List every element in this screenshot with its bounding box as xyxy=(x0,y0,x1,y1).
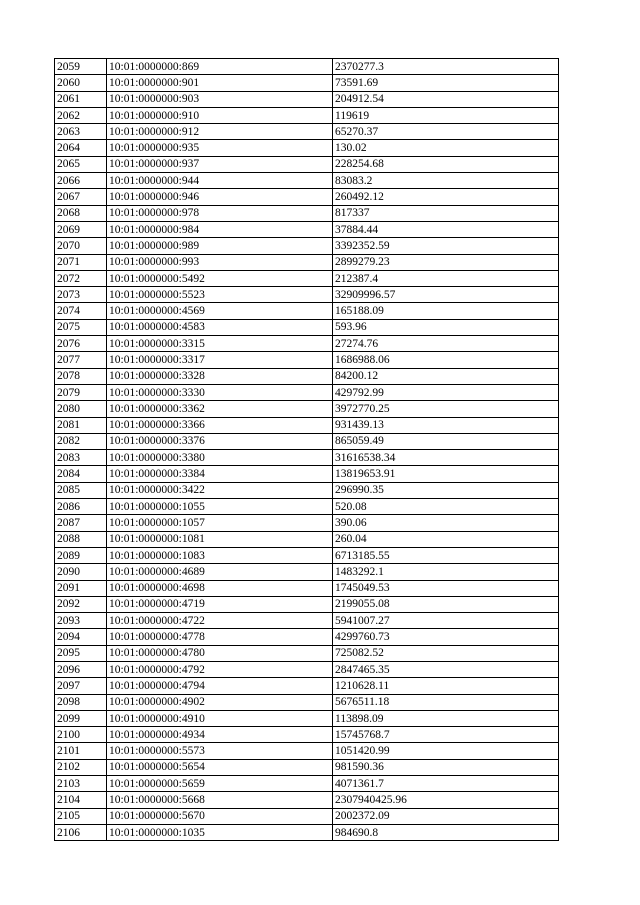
table-row xyxy=(55,156,559,172)
value-cell: 3972770.25 xyxy=(333,401,559,417)
cadastral-number-cell: 10:01:0000000:3330 xyxy=(107,384,333,400)
row-number-cell: 2087 xyxy=(55,515,107,531)
table-row xyxy=(55,596,559,612)
table-row xyxy=(55,776,559,792)
row-number-cell: 2079 xyxy=(55,384,107,400)
value-cell: 32909996.57 xyxy=(333,287,559,303)
row-number-cell: 2060 xyxy=(55,75,107,91)
table-row xyxy=(55,661,559,677)
cadastral-number-cell: 10:01:0000000:4689 xyxy=(107,564,333,580)
value-cell: 260.04 xyxy=(333,531,559,547)
cadastral-number-cell: 10:01:0000000:5659 xyxy=(107,776,333,792)
cadastral-number-cell: 10:01:0000000:4698 xyxy=(107,580,333,596)
table-row xyxy=(55,759,559,775)
cadastral-number-cell: 10:01:0000000:5523 xyxy=(107,287,333,303)
value-cell: 2307940425.96 xyxy=(333,792,559,808)
row-number-cell: 2091 xyxy=(55,580,107,596)
table-row xyxy=(55,221,559,237)
cadastral-number-cell: 10:01:0000000:4583 xyxy=(107,319,333,335)
cadastral-number-cell: 10:01:0000000:3328 xyxy=(107,368,333,384)
value-cell: 1051420.99 xyxy=(333,743,559,759)
row-number-cell: 2086 xyxy=(55,499,107,515)
cadastral-number-cell: 10:01:0000000:1083 xyxy=(107,547,333,563)
cadastral-number-cell: 10:01:0000000:1057 xyxy=(107,515,333,531)
table-row xyxy=(55,401,559,417)
cadastral-number-cell: 10:01:0000000:937 xyxy=(107,156,333,172)
cadastral-number-cell: 10:01:0000000:4780 xyxy=(107,645,333,661)
value-cell: 13819653.91 xyxy=(333,466,559,482)
cadastral-number-cell: 10:01:0000000:910 xyxy=(107,107,333,123)
value-cell: 1745049.53 xyxy=(333,580,559,596)
row-number-cell: 2084 xyxy=(55,466,107,482)
cadastral-number-cell: 10:01:0000000:3422 xyxy=(107,482,333,498)
row-number-cell: 2083 xyxy=(55,450,107,466)
cadastral-number-cell: 10:01:0000000:978 xyxy=(107,205,333,221)
table-row xyxy=(55,303,559,319)
row-number-cell: 2085 xyxy=(55,482,107,498)
value-cell: 817337 xyxy=(333,205,559,221)
table-row xyxy=(55,743,559,759)
value-cell: 228254.68 xyxy=(333,156,559,172)
row-number-cell: 2066 xyxy=(55,173,107,189)
row-number-cell: 2059 xyxy=(55,59,107,75)
table-row xyxy=(55,433,559,449)
cadastral-number-cell: 10:01:0000000:912 xyxy=(107,124,333,140)
value-cell: 2370277.3 xyxy=(333,59,559,75)
value-cell: 2002372.09 xyxy=(333,808,559,824)
cadastral-number-cell: 10:01:0000000:5668 xyxy=(107,792,333,808)
table-row xyxy=(55,91,559,107)
table-row xyxy=(55,613,559,629)
cadastral-number-cell: 10:01:0000000:4794 xyxy=(107,678,333,694)
row-number-cell: 2106 xyxy=(55,824,107,840)
row-number-cell: 2073 xyxy=(55,287,107,303)
value-cell: 2199055.08 xyxy=(333,596,559,612)
table-row xyxy=(55,124,559,140)
row-number-cell: 2074 xyxy=(55,303,107,319)
cadastral-number-cell: 10:01:0000000:3315 xyxy=(107,336,333,352)
table-row xyxy=(55,499,559,515)
value-cell: 165188.09 xyxy=(333,303,559,319)
table-row xyxy=(55,107,559,123)
table-row xyxy=(55,238,559,254)
table-row xyxy=(55,75,559,91)
cadastral-number-cell: 10:01:0000000:1055 xyxy=(107,499,333,515)
row-number-cell: 2092 xyxy=(55,596,107,612)
row-number-cell: 2080 xyxy=(55,401,107,417)
cadastral-number-cell: 10:01:0000000:4792 xyxy=(107,661,333,677)
value-cell: 2847465.35 xyxy=(333,661,559,677)
value-cell: 984690.8 xyxy=(333,824,559,840)
row-number-cell: 2089 xyxy=(55,547,107,563)
value-cell: 981590.36 xyxy=(333,759,559,775)
row-number-cell: 2063 xyxy=(55,124,107,140)
value-cell: 865059.49 xyxy=(333,433,559,449)
row-number-cell: 2095 xyxy=(55,645,107,661)
value-cell: 37884.44 xyxy=(333,221,559,237)
cadastral-number-cell: 10:01:0000000:5670 xyxy=(107,808,333,824)
value-cell: 65270.37 xyxy=(333,124,559,140)
table-row xyxy=(55,515,559,531)
table-body xyxy=(55,59,559,841)
table-row xyxy=(55,482,559,498)
cadastral-number-cell: 10:01:0000000:3362 xyxy=(107,401,333,417)
row-number-cell: 2069 xyxy=(55,221,107,237)
cadastral-number-cell: 10:01:0000000:4902 xyxy=(107,694,333,710)
value-cell: 429792.99 xyxy=(333,384,559,400)
table-row xyxy=(55,547,559,563)
table-row xyxy=(55,727,559,743)
row-number-cell: 2102 xyxy=(55,759,107,775)
table-row xyxy=(55,287,559,303)
value-cell: 6713185.55 xyxy=(333,547,559,563)
table-row xyxy=(55,580,559,596)
cadastral-number-cell: 10:01:0000000:989 xyxy=(107,238,333,254)
cadastral-number-cell: 10:01:0000000:1081 xyxy=(107,531,333,547)
value-cell: 204912.54 xyxy=(333,91,559,107)
row-number-cell: 2096 xyxy=(55,661,107,677)
row-number-cell: 2093 xyxy=(55,613,107,629)
cadastral-number-cell: 10:01:0000000:3317 xyxy=(107,352,333,368)
value-cell: 520.08 xyxy=(333,499,559,515)
cadastral-table xyxy=(54,58,559,841)
table-row xyxy=(55,59,559,75)
cadastral-number-cell: 10:01:0000000:3380 xyxy=(107,450,333,466)
value-cell: 3392352.59 xyxy=(333,238,559,254)
table-row xyxy=(55,564,559,580)
table-row xyxy=(55,417,559,433)
row-number-cell: 2071 xyxy=(55,254,107,270)
value-cell: 4071361.7 xyxy=(333,776,559,792)
cadastral-number-cell: 10:01:0000000:935 xyxy=(107,140,333,156)
cadastral-number-cell: 10:01:0000000:3384 xyxy=(107,466,333,482)
value-cell: 1686988.06 xyxy=(333,352,559,368)
table-row xyxy=(55,384,559,400)
cadastral-number-cell: 10:01:0000000:4934 xyxy=(107,727,333,743)
row-number-cell: 2081 xyxy=(55,417,107,433)
table-row xyxy=(55,466,559,482)
row-number-cell: 2070 xyxy=(55,238,107,254)
row-number-cell: 2082 xyxy=(55,433,107,449)
cadastral-number-cell: 10:01:0000000:984 xyxy=(107,221,333,237)
table-row xyxy=(55,336,559,352)
row-number-cell: 2064 xyxy=(55,140,107,156)
cadastral-number-cell: 10:01:0000000:1035 xyxy=(107,824,333,840)
row-number-cell: 2099 xyxy=(55,710,107,726)
cadastral-number-cell: 10:01:0000000:5573 xyxy=(107,743,333,759)
cadastral-number-cell: 10:01:0000000:4910 xyxy=(107,710,333,726)
cadastral-number-cell: 10:01:0000000:946 xyxy=(107,189,333,205)
row-number-cell: 2101 xyxy=(55,743,107,759)
value-cell: 212387.4 xyxy=(333,270,559,286)
value-cell: 5941007.27 xyxy=(333,613,559,629)
value-cell: 113898.09 xyxy=(333,710,559,726)
value-cell: 1210628.11 xyxy=(333,678,559,694)
table-row xyxy=(55,450,559,466)
table-row xyxy=(55,368,559,384)
cadastral-number-cell: 10:01:0000000:903 xyxy=(107,91,333,107)
value-cell: 390.06 xyxy=(333,515,559,531)
value-cell: 931439.13 xyxy=(333,417,559,433)
value-cell: 84200.12 xyxy=(333,368,559,384)
value-cell: 593.96 xyxy=(333,319,559,335)
table-row xyxy=(55,352,559,368)
table-row xyxy=(55,140,559,156)
value-cell: 296990.35 xyxy=(333,482,559,498)
cadastral-number-cell: 10:01:0000000:3366 xyxy=(107,417,333,433)
row-number-cell: 2105 xyxy=(55,808,107,824)
value-cell: 15745768.7 xyxy=(333,727,559,743)
table-row xyxy=(55,270,559,286)
value-cell: 31616538.34 xyxy=(333,450,559,466)
row-number-cell: 2077 xyxy=(55,352,107,368)
table-row xyxy=(55,531,559,547)
row-number-cell: 2062 xyxy=(55,107,107,123)
value-cell: 260492.12 xyxy=(333,189,559,205)
table-row xyxy=(55,694,559,710)
table-row xyxy=(55,319,559,335)
row-number-cell: 2072 xyxy=(55,270,107,286)
value-cell: 27274.76 xyxy=(333,336,559,352)
row-number-cell: 2090 xyxy=(55,564,107,580)
value-cell: 1483292.1 xyxy=(333,564,559,580)
row-number-cell: 2097 xyxy=(55,678,107,694)
table-row xyxy=(55,173,559,189)
cadastral-number-cell: 10:01:0000000:5654 xyxy=(107,759,333,775)
cadastral-number-cell: 10:01:0000000:869 xyxy=(107,59,333,75)
cadastral-number-cell: 10:01:0000000:901 xyxy=(107,75,333,91)
value-cell: 725082.52 xyxy=(333,645,559,661)
row-number-cell: 2104 xyxy=(55,792,107,808)
row-number-cell: 2098 xyxy=(55,694,107,710)
row-number-cell: 2100 xyxy=(55,727,107,743)
row-number-cell: 2075 xyxy=(55,319,107,335)
row-number-cell: 2094 xyxy=(55,629,107,645)
cadastral-number-cell: 10:01:0000000:4569 xyxy=(107,303,333,319)
row-number-cell: 2065 xyxy=(55,156,107,172)
cadastral-number-cell: 10:01:0000000:4722 xyxy=(107,613,333,629)
row-number-cell: 2068 xyxy=(55,205,107,221)
table-row xyxy=(55,710,559,726)
table-row xyxy=(55,205,559,221)
cadastral-number-cell: 10:01:0000000:993 xyxy=(107,254,333,270)
table-row xyxy=(55,678,559,694)
row-number-cell: 2088 xyxy=(55,531,107,547)
table-row xyxy=(55,792,559,808)
table-row xyxy=(55,629,559,645)
value-cell: 2899279.23 xyxy=(333,254,559,270)
value-cell: 5676511.18 xyxy=(333,694,559,710)
row-number-cell: 2078 xyxy=(55,368,107,384)
table-row xyxy=(55,189,559,205)
table-row xyxy=(55,824,559,840)
cadastral-number-cell: 10:01:0000000:3376 xyxy=(107,433,333,449)
row-number-cell: 2076 xyxy=(55,336,107,352)
cadastral-number-cell: 10:01:0000000:4719 xyxy=(107,596,333,612)
table-row xyxy=(55,254,559,270)
value-cell: 73591.69 xyxy=(333,75,559,91)
row-number-cell: 2103 xyxy=(55,776,107,792)
cadastral-number-cell: 10:01:0000000:944 xyxy=(107,173,333,189)
value-cell: 130.02 xyxy=(333,140,559,156)
value-cell: 119619 xyxy=(333,107,559,123)
cadastral-number-cell: 10:01:0000000:4778 xyxy=(107,629,333,645)
value-cell: 4299760.73 xyxy=(333,629,559,645)
row-number-cell: 2067 xyxy=(55,189,107,205)
row-number-cell: 2061 xyxy=(55,91,107,107)
table-row xyxy=(55,808,559,824)
value-cell: 83083.2 xyxy=(333,173,559,189)
cadastral-number-cell: 10:01:0000000:5492 xyxy=(107,270,333,286)
table-row xyxy=(55,645,559,661)
